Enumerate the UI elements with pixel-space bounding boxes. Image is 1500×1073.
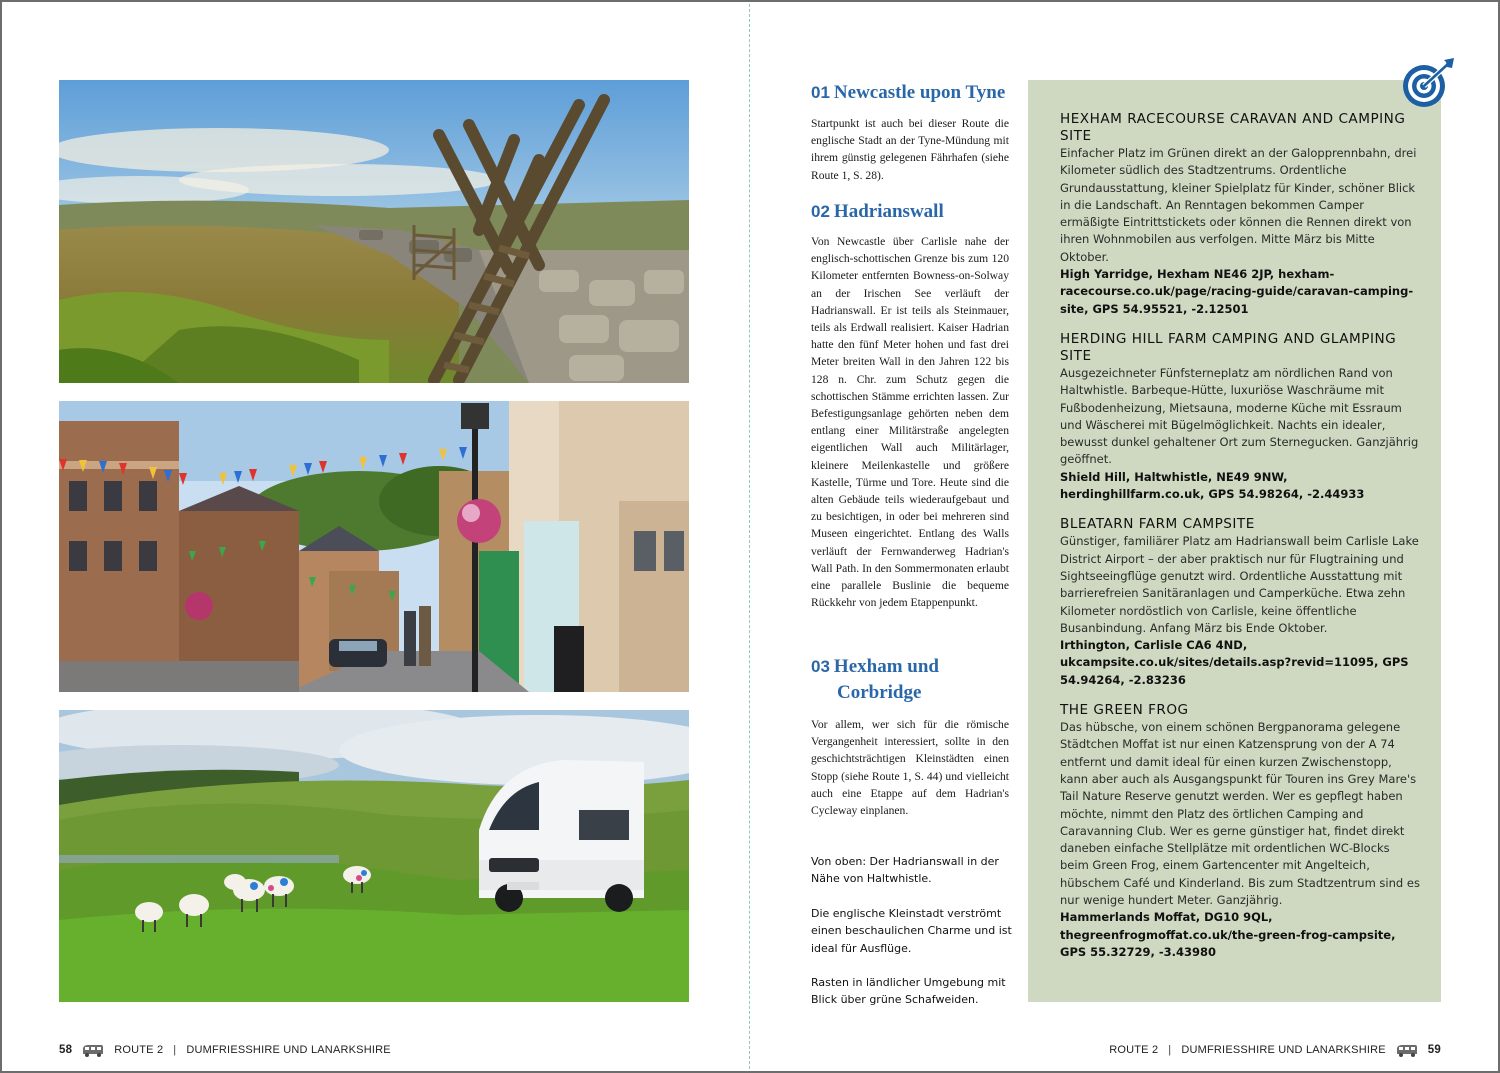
- footer-route: ROUTE 2: [1109, 1044, 1159, 1056]
- footer-route: ROUTE 2: [114, 1044, 164, 1056]
- campsite-description: Einfacher Platz im Grünen direkt an der Galopprennbahn, drei Kilometer südlich des Stadtzentrums. Ordentliche Grundausstattung, kleiner Spielplatz für Kinder, schöner Blick in die Landschaft. An Renntagen bekommen Camper ermäßigte Eintrittstickets oder können die Rennen direkt von ihren Wohnmobilen aus verfolgen. Mitte März bis Mitte Oktober.: [1060, 146, 1417, 264]
- campsite-entry: [1060, 516, 1420, 689]
- section-hadrianswall: [811, 199, 1009, 611]
- section-title-continued: Corbridge: [837, 682, 922, 703]
- campsite-entry: [1060, 702, 1420, 961]
- photo-campervan-sheep: [59, 710, 689, 1002]
- campsite-address: Irthington, Carlisle CA6 4ND, ukcampsite.co.uk/sites/details.asp?revid=11095, GPS 54.94264, -2.83236: [1060, 638, 1409, 687]
- target-icon: [1400, 58, 1456, 108]
- footer-region: DUMFRIESSHIRE UND LANARKSHIRE: [186, 1044, 391, 1056]
- campsites-list: [1060, 111, 1420, 974]
- campervan-icon: [1396, 1043, 1418, 1057]
- campsite-entry: [1060, 111, 1420, 318]
- campsite-name: THE GREEN FROG: [1060, 702, 1189, 719]
- campsite-name: HERDING HILL FARM CAMPING AND GLAMPING SITE: [1060, 330, 1397, 364]
- section-title-text: Hexham und: [833, 656, 939, 677]
- caption-middle: Die englische Kleinstadt verströmt einen beschaulichen Charme und ist ideal für Ausflüge.: [811, 906, 1012, 955]
- section-body: Vor allem, wer sich für die römische Vergangenheit interessiert, sollte in den geschichtsträchtigen Kleinstädten einen Stopp (siehe Route 1, S. 44) und vielleicht auch eine Etappe auf dem Hadrian's Cycleway einplanen.: [811, 718, 1009, 818]
- footer-left: [59, 1043, 391, 1057]
- page-number: 58: [59, 1044, 73, 1056]
- campsite-address: High Yarridge, Hexham NE46 2JP, hexham-racecourse.co.uk/page/racing-guide/caravan-camping-site, GPS 54.95521, -2.12501: [1060, 267, 1414, 316]
- section-number: 02: [811, 202, 830, 221]
- campsite-name: BLEATARN FARM CAMPSITE: [1060, 516, 1255, 533]
- section-title: [811, 199, 1009, 225]
- photo-captions: [811, 853, 1015, 1026]
- spine-gutter: [749, 4, 750, 1069]
- section-title-text: Newcastle upon Tyne: [833, 82, 1006, 103]
- page-number: 59: [1427, 1044, 1441, 1056]
- caption-bottom: Rasten in ländlicher Umgebung mit Blick über grüne Schafweiden.: [811, 976, 1006, 1007]
- campsite-address: Shield Hill, Haltwhistle, NE49 9NW, herdinghillfarm.co.uk, GPS 54.98264, -2.44933: [1060, 469, 1365, 502]
- section-body: Von Newcastle über Carlisle nahe der englisch-schottischen Grenze bis zum 120 Kilometer entfernten Bowness-on-Solway an der Irischen See verläuft der Hadrianswall. Er ist teils als Steinmauer, teils als Erdwall realisiert. Kaiser Hadrian hatte den fünf Meter hohen und fast drei Meter breiten Wall in den Jahren 122 bis 128 n. Chr. zum Schutz gegen die schottischen Stämme errichten lassen. Zur Befestigungsanlage gehörten neben dem entlang einer Militärstraße angelegten eigentlichen Wall auch Militärlager, kleinere Meilenkastelle und größere Kastelle, Türme und Tore. Heute sind die alten Gebäude teils wiederaufgebaut und zu besichtigen, in oder bei mehreren sind Museen eingerichtet. Entlang des Walls verläuft der Fernwanderweg Hadrian's Wall Path. In den Sommermonaten erlaubt eine parallele Buslinie die bequeme Rückkehr von jedem Etappenpunkt.: [811, 235, 1009, 610]
- footer-separator: |: [1168, 1044, 1172, 1056]
- campsites-box: [1028, 80, 1441, 1002]
- section-hexham-corbridge: [811, 654, 1009, 819]
- campsite-entry: [1060, 331, 1420, 503]
- footer-separator: |: [173, 1044, 177, 1056]
- campervan-icon: [82, 1043, 104, 1057]
- campsite-description: Ausgezeichneter Fünfsterneplatz am nördlichen Rand von Haltwhistle. Barbeque-Hütte, luxuriöse Waschräume mit Fußbodenheizung, Mietsauna, moderne Küche mit Essraum und Wäscherei mit Bügelmöglichkeit. Nachts ein idealer, bewusst dunkel gehaltener Ort zum Sternegucken. Ganzjährig geöffnet.: [1060, 365, 1419, 467]
- footer-region: DUMFRIESSHIRE UND LANARKSHIRE: [1181, 1044, 1386, 1056]
- section-number: 01: [811, 83, 830, 102]
- section-title-text: Hadrianswall: [833, 201, 944, 222]
- campsite-description: Das hübsche, von einem schönen Bergpanorama gelegene Städtchen Moffat ist nur einen Katzensprung von der A 74 entfernt und damit ideal für einen kurzen Zwischenstopp, kann aber auch als Ausgangspunkt für Touren ins Grey Mare's Tail Nature Reserve genutzt werden. Wer es gepflegt haben möchte, nimmt den Platz des örtlichen Camping and Caravanning Club. Wer es gerne günstiger hat, findet direkt daneben einfache Stellplätze mit ordentlichen WC-Blocks beim Green Frog, einem Gartencenter mit Angelteich, hübschem Café und Kinderland. Bis zum Stadtzentrum sind es nur wenige hundert Meter. Ganzjährig.: [1060, 720, 1420, 907]
- section-title: [811, 654, 1009, 706]
- section-number: 03: [811, 657, 830, 676]
- campsite-address: Hammerlands Moffat, DG10 9QL, thegreenfrogmoffat.co.uk/the-green-frog-campsite, GPS 55.32729, -3.43980: [1060, 910, 1396, 959]
- photo-town-street: [59, 401, 689, 692]
- campsite-description: Günstiger, familiärer Platz am Hadrianswall beim Carlisle Lake District Airport – der aber praktisch nur für Flugtraining und Sightseeingflüge genutzt wird. Ordentliche Ausstattung mit barrierefreien Sanitäranlagen und Camperküche. Etwa zehn Kilometer nordöstlich von Carlisle, keine öffentliche Busanbindung. Anfang März bis Ende Oktober.: [1060, 534, 1419, 635]
- caption-top: Von oben: Der Hadrianswall in der Nähe von Haltwhistle.: [811, 855, 999, 886]
- photo-hadrianswall: [59, 80, 689, 383]
- footer-right: [1109, 1043, 1441, 1057]
- section-newcastle: [811, 80, 1009, 184]
- section-body: Startpunkt ist auch bei dieser Route die englische Stadt an der Tyne-Mündung mit ihrem günstig gelegenen Fährhafen (siehe Route 1, S. 28).: [811, 117, 1009, 182]
- campsite-name: HEXHAM RACECOURSE CARAVAN AND CAMPING SITE: [1060, 111, 1406, 144]
- section-title: [811, 80, 1009, 106]
